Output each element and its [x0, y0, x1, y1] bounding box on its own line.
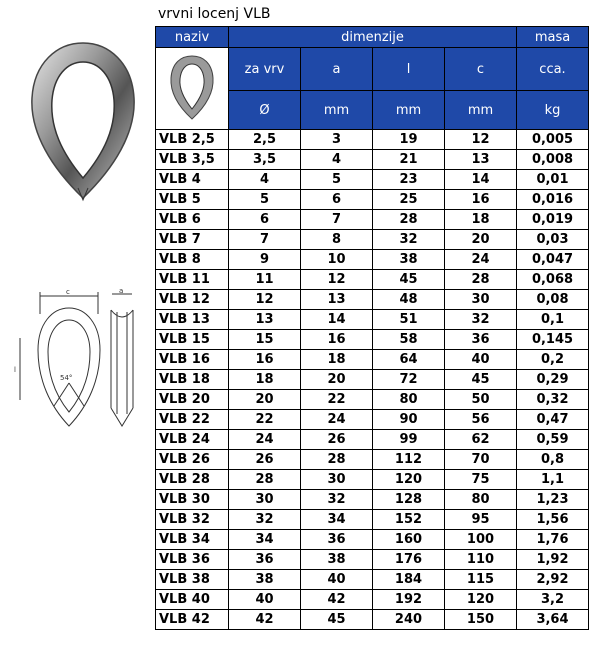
- unit-zavrv: Ø: [229, 91, 301, 130]
- cell-value: 0,019: [517, 210, 589, 230]
- dimensions-table: [155, 26, 589, 630]
- col-cca: cca.: [517, 48, 589, 91]
- cell-value: 120: [373, 470, 445, 490]
- cell-naziv: VLB 30: [156, 490, 229, 510]
- col-a: a: [301, 48, 373, 91]
- cell-value: 28: [373, 210, 445, 230]
- cell-value: 0,8: [517, 450, 589, 470]
- cell-naziv: VLB 40: [156, 590, 229, 610]
- cell-value: 1,1: [517, 470, 589, 490]
- cell-value: 0,08: [517, 290, 589, 310]
- cell-value: 72: [373, 370, 445, 390]
- cell-value: 14: [301, 310, 373, 330]
- cell-naziv: VLB 18: [156, 370, 229, 390]
- cell-value: 12: [301, 270, 373, 290]
- cell-naziv: VLB 6: [156, 210, 229, 230]
- cell-value: 42: [301, 590, 373, 610]
- cell-value: 0,59: [517, 430, 589, 450]
- table-row: [156, 230, 589, 250]
- cell-value: 38: [229, 570, 301, 590]
- table-row: [156, 270, 589, 290]
- cell-value: 3,5: [229, 150, 301, 170]
- cell-value: 36: [301, 530, 373, 550]
- cell-value: 0,047: [517, 250, 589, 270]
- cell-value: 80: [373, 390, 445, 410]
- cell-value: 80: [445, 490, 517, 510]
- cell-value: 18: [301, 350, 373, 370]
- table-row: [156, 490, 589, 510]
- cell-value: 30: [445, 290, 517, 310]
- label-angle: 54°: [60, 374, 73, 382]
- cell-value: 24: [229, 430, 301, 450]
- cell-value: 2,92: [517, 570, 589, 590]
- cell-naziv: VLB 5: [156, 190, 229, 210]
- cell-value: 16: [445, 190, 517, 210]
- table-row: [156, 450, 589, 470]
- cell-naziv: VLB 16: [156, 350, 229, 370]
- cell-value: 110: [445, 550, 517, 570]
- cell-value: 56: [445, 410, 517, 430]
- thimble-thumbnail-icon: [167, 53, 217, 121]
- cell-value: 100: [445, 530, 517, 550]
- cell-value: 0,01: [517, 170, 589, 190]
- cell-value: 10: [301, 250, 373, 270]
- cell-value: 23: [373, 170, 445, 190]
- cell-value: 1,56: [517, 510, 589, 530]
- cell-value: 15: [229, 330, 301, 350]
- table-row: [156, 610, 589, 630]
- cell-value: 40: [445, 350, 517, 370]
- cell-value: 3,2: [517, 590, 589, 610]
- cell-value: 115: [445, 570, 517, 590]
- table-row: [156, 210, 589, 230]
- cell-value: 20: [301, 370, 373, 390]
- unit-kg: kg: [517, 91, 589, 130]
- cell-value: 2,5: [229, 130, 301, 150]
- label-a: a: [119, 288, 124, 295]
- cell-value: 8: [301, 230, 373, 250]
- cell-value: 95: [445, 510, 517, 530]
- cell-naziv: VLB 22: [156, 410, 229, 430]
- cell-naziv: VLB 3,5: [156, 150, 229, 170]
- page-title: vrvni locenj VLB: [158, 6, 271, 22]
- cell-value: 30: [229, 490, 301, 510]
- table-body: [156, 130, 589, 630]
- cell-value: 4: [301, 150, 373, 170]
- cell-value: 22: [229, 410, 301, 430]
- cell-value: 32: [301, 490, 373, 510]
- cell-value: 1,23: [517, 490, 589, 510]
- cell-value: 28: [229, 470, 301, 490]
- cell-naziv: VLB 13: [156, 310, 229, 330]
- cell-value: 36: [229, 550, 301, 570]
- cell-value: 51: [373, 310, 445, 330]
- cell-value: 5: [301, 170, 373, 190]
- cell-naziv: VLB 38: [156, 570, 229, 590]
- table-row: [156, 430, 589, 450]
- header-masa: masa: [517, 27, 589, 48]
- cell-naziv: VLB 2,5: [156, 130, 229, 150]
- unit-c: mm: [445, 91, 517, 130]
- cell-naziv: VLB 28: [156, 470, 229, 490]
- cell-value: 16: [301, 330, 373, 350]
- table-row: [156, 250, 589, 270]
- table-row: [156, 310, 589, 330]
- table-row: [156, 130, 589, 150]
- cell-value: 0,47: [517, 410, 589, 430]
- cell-value: 7: [301, 210, 373, 230]
- cell-value: 64: [373, 350, 445, 370]
- cell-value: 3: [301, 130, 373, 150]
- cell-value: 12: [229, 290, 301, 310]
- cell-value: 6: [229, 210, 301, 230]
- cell-value: 50: [445, 390, 517, 410]
- table-row: [156, 510, 589, 530]
- header-dimenzije: dimenzije: [229, 27, 517, 48]
- cell-value: 9: [229, 250, 301, 270]
- table-row: [156, 350, 589, 370]
- cell-value: 0,29: [517, 370, 589, 390]
- label-l: l: [14, 366, 16, 374]
- table-row: [156, 470, 589, 490]
- table-row: [156, 530, 589, 550]
- cell-value: 70: [445, 450, 517, 470]
- cell-value: 13: [445, 150, 517, 170]
- cell-value: 22: [301, 390, 373, 410]
- cell-value: 75: [445, 470, 517, 490]
- cell-naziv: VLB 15: [156, 330, 229, 350]
- table-row: [156, 370, 589, 390]
- cell-value: 0,2: [517, 350, 589, 370]
- cell-value: 32: [445, 310, 517, 330]
- cell-value: 11: [229, 270, 301, 290]
- table-row: [156, 590, 589, 610]
- cell-value: 4: [229, 170, 301, 190]
- cell-value: 38: [373, 250, 445, 270]
- cell-value: 0,008: [517, 150, 589, 170]
- cell-value: 32: [373, 230, 445, 250]
- cell-value: 24: [445, 250, 517, 270]
- cell-value: 26: [301, 430, 373, 450]
- cell-value: 0,145: [517, 330, 589, 350]
- cell-value: 28: [445, 270, 517, 290]
- cell-naziv: VLB 8: [156, 250, 229, 270]
- cell-value: 160: [373, 530, 445, 550]
- cell-value: 62: [445, 430, 517, 450]
- cell-value: 24: [301, 410, 373, 430]
- table-row: [156, 550, 589, 570]
- cell-value: 152: [373, 510, 445, 530]
- cell-value: 6: [301, 190, 373, 210]
- cell-value: 36: [445, 330, 517, 350]
- cell-value: 112: [373, 450, 445, 470]
- cell-value: 176: [373, 550, 445, 570]
- cell-value: 13: [301, 290, 373, 310]
- cell-value: 58: [373, 330, 445, 350]
- cell-value: 5: [229, 190, 301, 210]
- cell-value: 45: [445, 370, 517, 390]
- cell-value: 0,32: [517, 390, 589, 410]
- table-row: [156, 150, 589, 170]
- table-row: [156, 190, 589, 210]
- cell-value: 40: [229, 590, 301, 610]
- cell-naziv: VLB 24: [156, 430, 229, 450]
- cell-value: 40: [301, 570, 373, 590]
- cell-value: 38: [301, 550, 373, 570]
- cell-value: 18: [445, 210, 517, 230]
- cell-value: 0,068: [517, 270, 589, 290]
- cell-value: 3,64: [517, 610, 589, 630]
- cell-value: 184: [373, 570, 445, 590]
- cell-naziv: VLB 7: [156, 230, 229, 250]
- cell-value: 1,76: [517, 530, 589, 550]
- col-l: l: [373, 48, 445, 91]
- cell-value: 12: [445, 130, 517, 150]
- cell-value: 21: [373, 150, 445, 170]
- table-row: [156, 410, 589, 430]
- unit-l: mm: [373, 91, 445, 130]
- cell-value: 30: [301, 470, 373, 490]
- cell-value: 0,03: [517, 230, 589, 250]
- cell-value: 192: [373, 590, 445, 610]
- cell-value: 1,92: [517, 550, 589, 570]
- table-row: [156, 390, 589, 410]
- cell-naziv: VLB 34: [156, 530, 229, 550]
- cell-value: 0,016: [517, 190, 589, 210]
- cell-value: 42: [229, 610, 301, 630]
- cell-value: 14: [445, 170, 517, 190]
- cell-naziv: VLB 26: [156, 450, 229, 470]
- thimble-photo: [22, 38, 144, 204]
- cell-naziv: VLB 11: [156, 270, 229, 290]
- cell-value: 18: [229, 370, 301, 390]
- cell-value: 240: [373, 610, 445, 630]
- cell-value: 16: [229, 350, 301, 370]
- cell-value: 0,005: [517, 130, 589, 150]
- cell-value: 128: [373, 490, 445, 510]
- thimble-thumbnail: [156, 48, 229, 130]
- cell-value: 19: [373, 130, 445, 150]
- cell-value: 7: [229, 230, 301, 250]
- label-c: c: [66, 288, 70, 296]
- cell-value: 20: [445, 230, 517, 250]
- col-zavrv: za vrv: [229, 48, 301, 91]
- cell-value: 28: [301, 450, 373, 470]
- table-row: [156, 290, 589, 310]
- table-row: [156, 570, 589, 590]
- cell-naziv: VLB 4: [156, 170, 229, 190]
- cell-value: 32: [229, 510, 301, 530]
- thimble-drawing: [12, 288, 144, 436]
- unit-a: mm: [301, 91, 373, 130]
- cell-value: 45: [301, 610, 373, 630]
- cell-value: 45: [373, 270, 445, 290]
- cell-value: 25: [373, 190, 445, 210]
- cell-value: 99: [373, 430, 445, 450]
- cell-value: 90: [373, 410, 445, 430]
- cell-value: 150: [445, 610, 517, 630]
- cell-naziv: VLB 42: [156, 610, 229, 630]
- cell-value: 34: [229, 530, 301, 550]
- cell-value: 13: [229, 310, 301, 330]
- cell-value: 120: [445, 590, 517, 610]
- cell-naziv: VLB 36: [156, 550, 229, 570]
- table-row: [156, 330, 589, 350]
- cell-naziv: VLB 32: [156, 510, 229, 530]
- header-naziv: naziv: [156, 27, 229, 48]
- col-c: c: [445, 48, 517, 91]
- cell-value: 48: [373, 290, 445, 310]
- cell-value: 20: [229, 390, 301, 410]
- cell-naziv: VLB 20: [156, 390, 229, 410]
- cell-value: 0,1: [517, 310, 589, 330]
- cell-value: 26: [229, 450, 301, 470]
- cell-value: 34: [301, 510, 373, 530]
- table-row: [156, 170, 589, 190]
- cell-naziv: VLB 12: [156, 290, 229, 310]
